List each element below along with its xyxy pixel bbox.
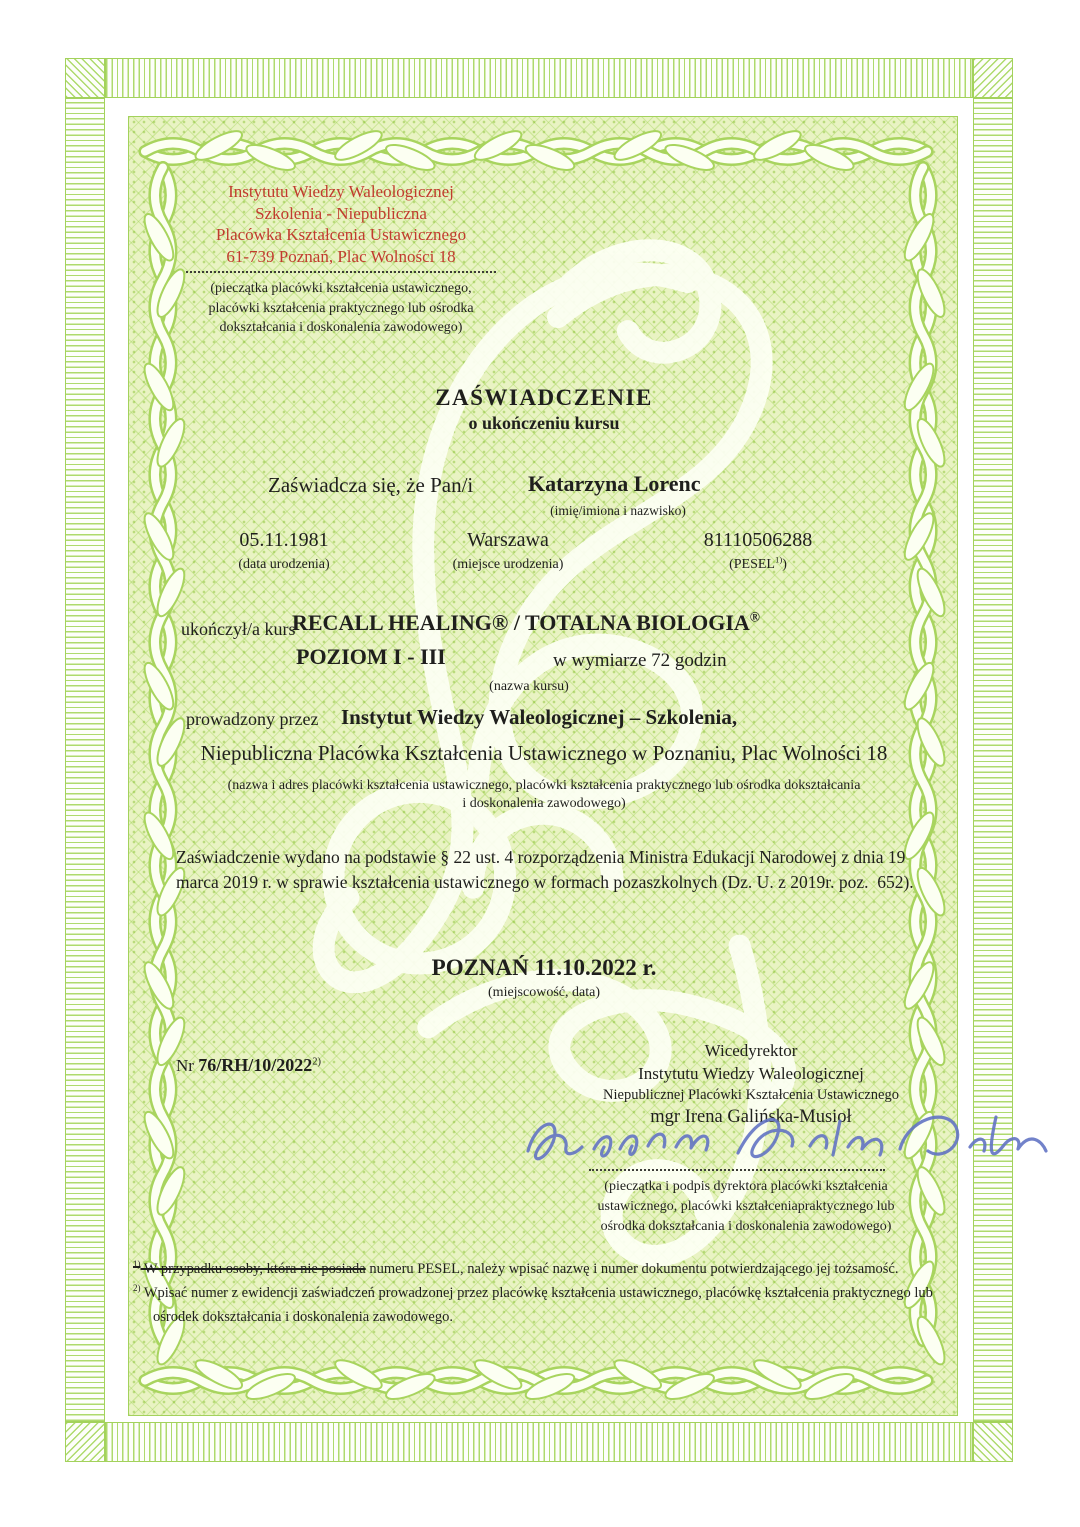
border-corner-top-left (65, 58, 105, 98)
birth-place-value: Warszawa (467, 529, 549, 551)
footnote-1 (133, 1257, 933, 1281)
pesel-caption-suffix: ) (782, 557, 787, 572)
birth-date-caption: (data urodzenia) (238, 557, 330, 572)
signatory-name: mgr Irena Galińska-Musioł (650, 1107, 852, 1127)
stamp-caption-line: placówki kształcenia praktycznego lub ośrodka (208, 300, 474, 316)
signature-dotted-line (589, 1169, 885, 1171)
recipient-name-caption: (imię/imiona i nazwisko) (550, 503, 686, 518)
stamp-caption-line: (pieczątka placówki kształcenia ustawicznego, (210, 281, 472, 296)
signature-caption-line: ośrodka dokształcania i doskonalenia zawodowego) (600, 1219, 892, 1234)
birth-place-caption: (miejsce urodzenia) (452, 557, 564, 572)
issuer-stamp-line: Placówka Kształcenia Ustawicznego (215, 225, 467, 244)
footnotes (133, 1257, 933, 1329)
certificate-page (65, 58, 1013, 1462)
signature-handwriting (514, 1101, 1054, 1175)
footnote-1-text: numeru PESEL, należy wpisać nazwę i numer dokumentu potwierdzającego jej tożsamość. (365, 1261, 899, 1277)
footnote-2-marker: 2) (133, 1283, 141, 1294)
border-corner-top-right (973, 58, 1013, 98)
course-name-caption: (nazwa kursu) (489, 679, 569, 694)
border-stripe-top (105, 58, 973, 98)
course-name-text: RECALL HEALING® / TOTALNA BIOLOGIA (292, 610, 750, 635)
footnote-2 (133, 1281, 933, 1329)
signature-caption (546, 1177, 946, 1237)
signature-caption-line: ustawicznego, placówki kształceniapraktycznego lub (597, 1199, 895, 1214)
recipient-lead-text: Zaświadcza się, że Pan/i (268, 473, 474, 497)
document-subtitle: o ukończeniu kursu (468, 413, 620, 433)
pesel-caption (638, 554, 878, 573)
issuer-stamp-line: 61-739 Poznań, Plac Wolności 18 (226, 246, 456, 266)
footnote-2-text: Wpisać numer z ewidencji zaświadczeń prowadzonej przez placówkę kształcenia ustawicznego, placówkę kształcenia praktycznego lub ośrodek dokształcania i doskonalenia zawodowego. (140, 1285, 933, 1325)
signatory-organization-line: Niepublicznej Placówki Kształcenia Ustawicznego (603, 1087, 899, 1103)
signatory-organization-line: Instytutu Wiedzy Waleologicznej (638, 1064, 864, 1083)
issuer-stamp-line: Instytutu Wiedzy Waleologicznej (228, 182, 454, 201)
recipient-name: Katarzyna Lorenc (528, 471, 701, 496)
certificate-number (176, 1055, 321, 1076)
signature-caption-line: (pieczątka i podpis dyrektora placówki kształcenia (604, 1179, 888, 1194)
footnote-1-struck-part (133, 1261, 366, 1277)
signatory-role: Wicedyrektor (704, 1041, 798, 1060)
course-name (292, 610, 760, 636)
certificate-number-footnote-ref: 2) (312, 1056, 321, 1068)
issue-caption: (miejscowość, data) (488, 985, 600, 1000)
pesel-value: 81110506288 (703, 529, 813, 551)
footnote-1-struck-text: W przypadku osoby, która nie posiada (140, 1261, 366, 1277)
stamp-dotted-line (186, 271, 496, 273)
pesel-footnote-ref: 1) (774, 554, 783, 565)
provider-caption-line: i doskonalenia zawodowego) (462, 796, 626, 811)
border-corner-bottom-right (973, 1422, 1013, 1462)
certificate-number-value: 76/RH/10/2022 (198, 1055, 313, 1075)
course-duration: w wymiarze 72 godzin (553, 650, 727, 671)
border-corner-bottom-left (65, 1422, 105, 1462)
course-lead-text: ukończył/a kurs (181, 619, 296, 639)
registered-trademark-sup: ® (749, 609, 760, 625)
issue-place-date: POZNAŃ 11.10.2022 r. (431, 955, 657, 980)
footnote-1-marker: 1) (133, 1259, 141, 1270)
issuer-stamp-line: Szkolenia - Niepubliczna (255, 203, 427, 223)
provider-address: Niepubliczna Placówka Kształcenia Ustawicznego w Poznaniu, Plac Wolności 18 (200, 741, 888, 765)
pesel-caption-prefix: (PESEL (729, 557, 775, 572)
stamp-caption-line: dokształcania i doskonalenia zawodowego) (219, 320, 463, 335)
legal-basis-paragraph: Zaświadczenie wydano na podstawie § 22 ust. 4 rozporządzenia Ministra Edukacji Narodowej z dnia 19 marca 2019 r. w sprawie kształcenia ustawicznego w formach pozaszkolnych (Dz. U. z 2019r. poz. 652). (176, 847, 914, 892)
guilloche-panel (128, 116, 958, 1416)
provider-lead-text: prowadzony przez (186, 709, 319, 729)
certificate-number-label: Nr (176, 1056, 194, 1075)
issuer-stamp (186, 181, 496, 338)
border-stripe-left (65, 98, 105, 1422)
provider-name: Instytut Wiedzy Waleologicznej – Szkolenia, (341, 705, 738, 729)
document-title: ZAŚWIADCZENIE (435, 385, 653, 410)
course-level: POZIOM I - III (296, 644, 446, 669)
provider-caption-line: (nazwa i adres placówki kształcenia ustawicznego, placówki kształcenia praktycznego lub ośrodka dokształcania (227, 778, 861, 793)
birth-date-value: 05.11.1981 (239, 529, 329, 551)
border-stripe-right (973, 98, 1013, 1422)
border-stripe-bottom (105, 1422, 973, 1462)
